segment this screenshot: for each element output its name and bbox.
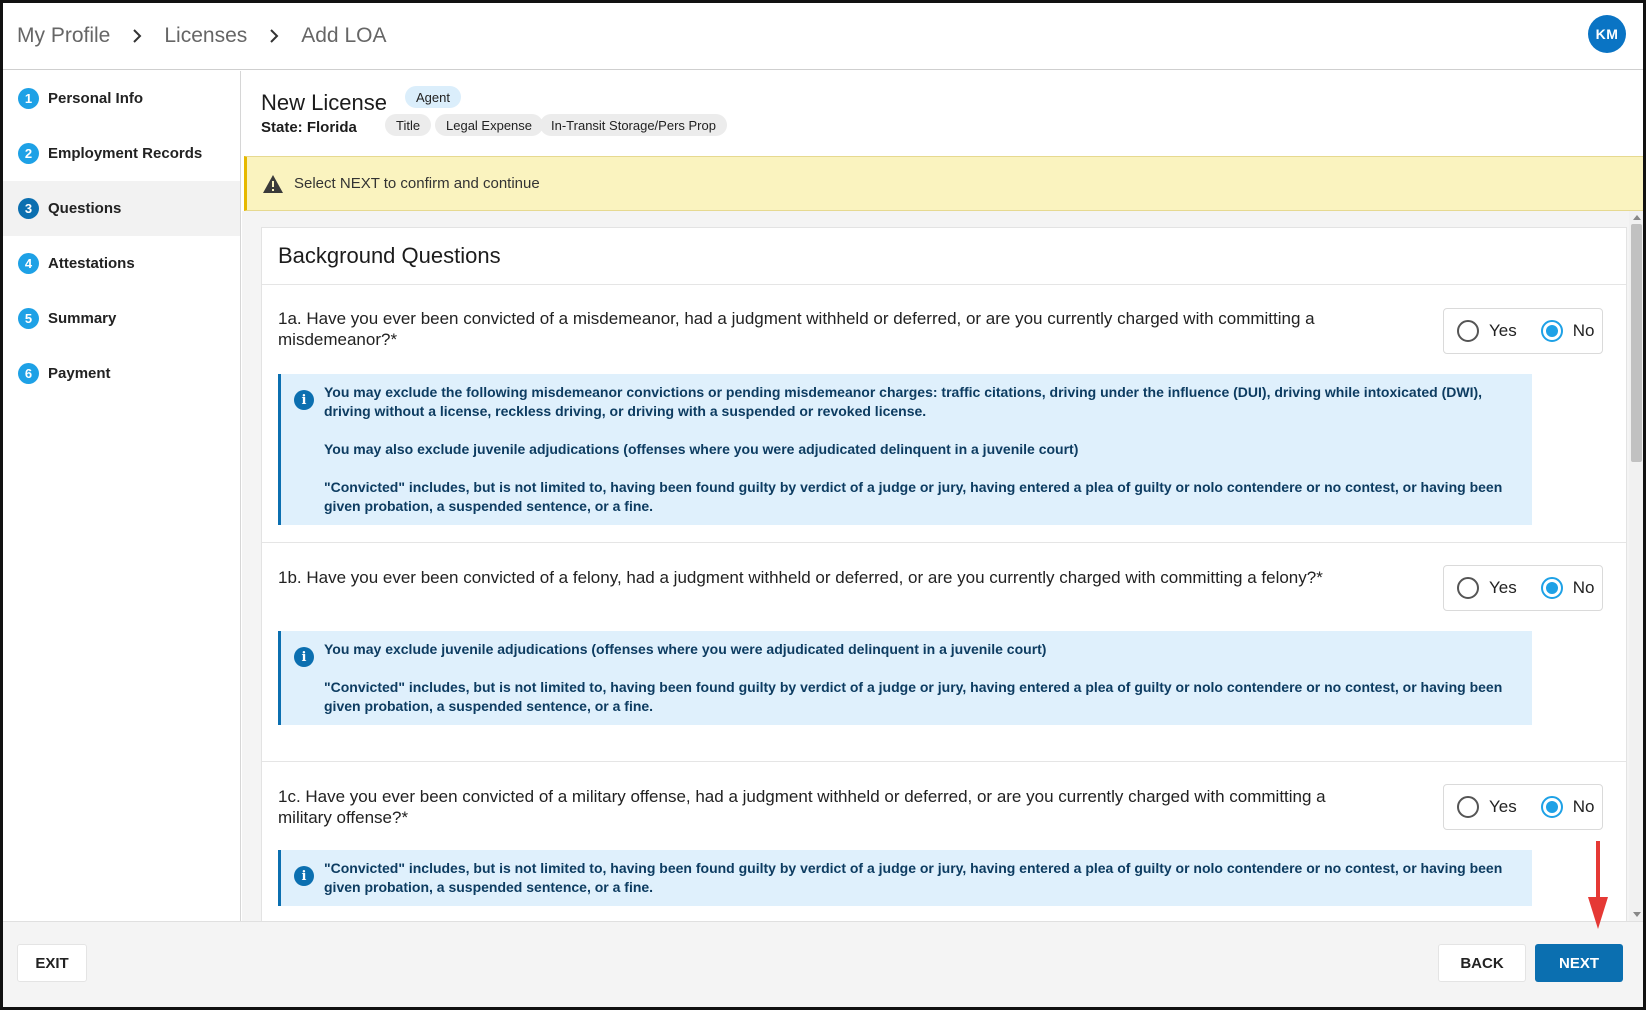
step-label: Attestations — [48, 255, 135, 272]
info-paragraph: You may exclude juvenile adjudications (offenses where you were adjudicated delinquent in a juvenile court) — [324, 641, 1047, 657]
next-button[interactable]: NEXT — [1535, 944, 1623, 982]
question-1a — [262, 285, 1626, 543]
step-label: Questions — [48, 200, 122, 217]
step-employment-records[interactable] — [3, 126, 240, 181]
radio-no[interactable] — [1541, 796, 1595, 818]
info-note — [278, 631, 1532, 725]
user-avatar[interactable]: KM — [1588, 15, 1626, 53]
license-state: State: Florida — [261, 119, 357, 136]
step-number: 3 — [18, 198, 39, 219]
background-questions-card — [261, 227, 1627, 921]
header — [3, 3, 1643, 70]
step-label: Employment Records — [48, 145, 203, 162]
question-1b — [262, 543, 1626, 762]
radio-yes[interactable] — [1457, 796, 1517, 818]
scroll-thumb[interactable] — [1631, 224, 1642, 462]
step-number: 2 — [18, 143, 39, 164]
step-questions[interactable] — [3, 181, 240, 236]
breadcrumb-licenses[interactable]: Licenses — [164, 24, 248, 47]
radio-yes[interactable] — [1457, 577, 1517, 599]
radio-no[interactable] — [1541, 320, 1595, 342]
radio-circle-yes[interactable] — [1457, 320, 1479, 342]
footer-bar — [3, 921, 1643, 1010]
step-number: 1 — [18, 88, 39, 109]
radio-circle-yes[interactable] — [1457, 796, 1479, 818]
info-paragraph: You may exclude the following misdemeanor convictions or pending misdemeanor charges: traffic citations, driving under the influence (DUI), driving while intoxicated (DWI), driving without a license, reckless driving, or driving with a suspended or revoked license. — [324, 384, 1483, 419]
step-number: 4 — [18, 253, 39, 274]
info-paragraph: "Convicted" includes, but is not limited to, having been found guilty by verdict of a judge or jury, having entered a plea of guilty or nolo contendere or no contest, or having been given probation, a suspended sentence, or a fine. — [324, 479, 1503, 514]
info-icon: i — [294, 866, 314, 886]
step-payment[interactable] — [3, 346, 240, 401]
radio-label: Yes — [1489, 797, 1517, 816]
info-note — [278, 850, 1532, 906]
info-icon: i — [294, 390, 314, 410]
step-attestations[interactable] — [3, 236, 240, 291]
answer-radio-group — [1443, 308, 1603, 354]
radio-circle-no[interactable] — [1541, 796, 1563, 818]
confirm-banner — [244, 156, 1644, 211]
radio-circle-no[interactable] — [1541, 320, 1563, 342]
radio-label: No — [1572, 797, 1595, 816]
warning-icon — [262, 174, 284, 194]
scroll-up-icon[interactable] — [1633, 215, 1641, 220]
radio-circle-no[interactable] — [1541, 577, 1563, 599]
main-panel — [242, 71, 1644, 921]
exit-button[interactable]: EXIT — [17, 944, 87, 982]
step-number: 5 — [18, 308, 39, 329]
license-title: New License — [261, 90, 387, 115]
radio-label: Yes — [1489, 321, 1517, 340]
breadcrumb-my-profile[interactable]: My Profile — [17, 24, 111, 47]
step-label: Payment — [48, 365, 111, 382]
loa-chip: Title — [385, 114, 431, 136]
step-personal-info[interactable] — [3, 71, 240, 126]
breadcrumb-add-loa: Add LOA — [301, 24, 387, 47]
radio-no[interactable] — [1541, 577, 1595, 599]
radio-label: No — [1572, 321, 1595, 340]
questions-scroll-area[interactable] — [242, 211, 1644, 921]
step-sidebar — [3, 71, 241, 921]
info-paragraph: "Convicted" includes, but is not limited to, having been found guilty by verdict of a judge or jury, having entered a plea of guilty or nolo contendere or no contest, or having been given probation, a suspended sentence, or a fine. — [324, 860, 1503, 895]
radio-label: No — [1572, 578, 1595, 597]
back-button[interactable]: BACK — [1438, 944, 1526, 982]
radio-circle-yes[interactable] — [1457, 577, 1479, 599]
question-text: 1b. Have you ever been convicted of a felony, had a judgment withheld or deferred, or are you currently charged with committing a felony?* — [278, 568, 1323, 587]
step-label: Summary — [48, 310, 117, 327]
info-paragraph: You may also exclude juvenile adjudications (offenses where you were adjudicated delinquent in a juvenile court) — [324, 441, 1079, 457]
step-label: Personal Info — [48, 90, 144, 107]
info-icon: i — [294, 647, 314, 667]
loa-chip: Legal Expense — [435, 114, 543, 136]
banner-text: Select NEXT to confirm and continue — [294, 175, 540, 192]
step-number: 6 — [18, 363, 39, 384]
question-1c — [262, 762, 1626, 921]
step-summary[interactable] — [3, 291, 240, 346]
section-title: Background Questions — [262, 228, 1626, 285]
license-type-chip: Agent — [405, 86, 461, 108]
chevron-right-icon — [130, 29, 144, 43]
answer-radio-group — [1443, 784, 1603, 830]
info-paragraph: "Convicted" includes, but is not limited to, having been found guilty by verdict of a judge or jury, having entered a plea of guilty or nolo contendere or no contest, or having been given probation, a suspended sentence, or a fine. — [324, 679, 1503, 714]
red-arrow-annotation-icon — [1586, 841, 1610, 931]
answer-radio-group — [1443, 565, 1603, 611]
info-note — [278, 374, 1532, 525]
radio-yes[interactable] — [1457, 320, 1517, 342]
question-text: 1c. Have you ever been convicted of a military offense, had a judgment withheld or deferred, or are you currently charged with committing a military offense?* — [278, 787, 1326, 827]
loa-chip: In-Transit Storage/Pers Prop — [540, 114, 727, 136]
chevron-right-icon — [267, 29, 281, 43]
radio-label: Yes — [1489, 578, 1517, 597]
license-header — [242, 71, 1644, 155]
question-text: 1a. Have you ever been convicted of a misdemeanor, had a judgment withheld or deferred, or are you currently charged with committing a misdemeanor?* — [278, 309, 1315, 349]
scroll-down-icon[interactable] — [1633, 912, 1641, 917]
vertical-scrollbar[interactable] — [1629, 211, 1644, 921]
